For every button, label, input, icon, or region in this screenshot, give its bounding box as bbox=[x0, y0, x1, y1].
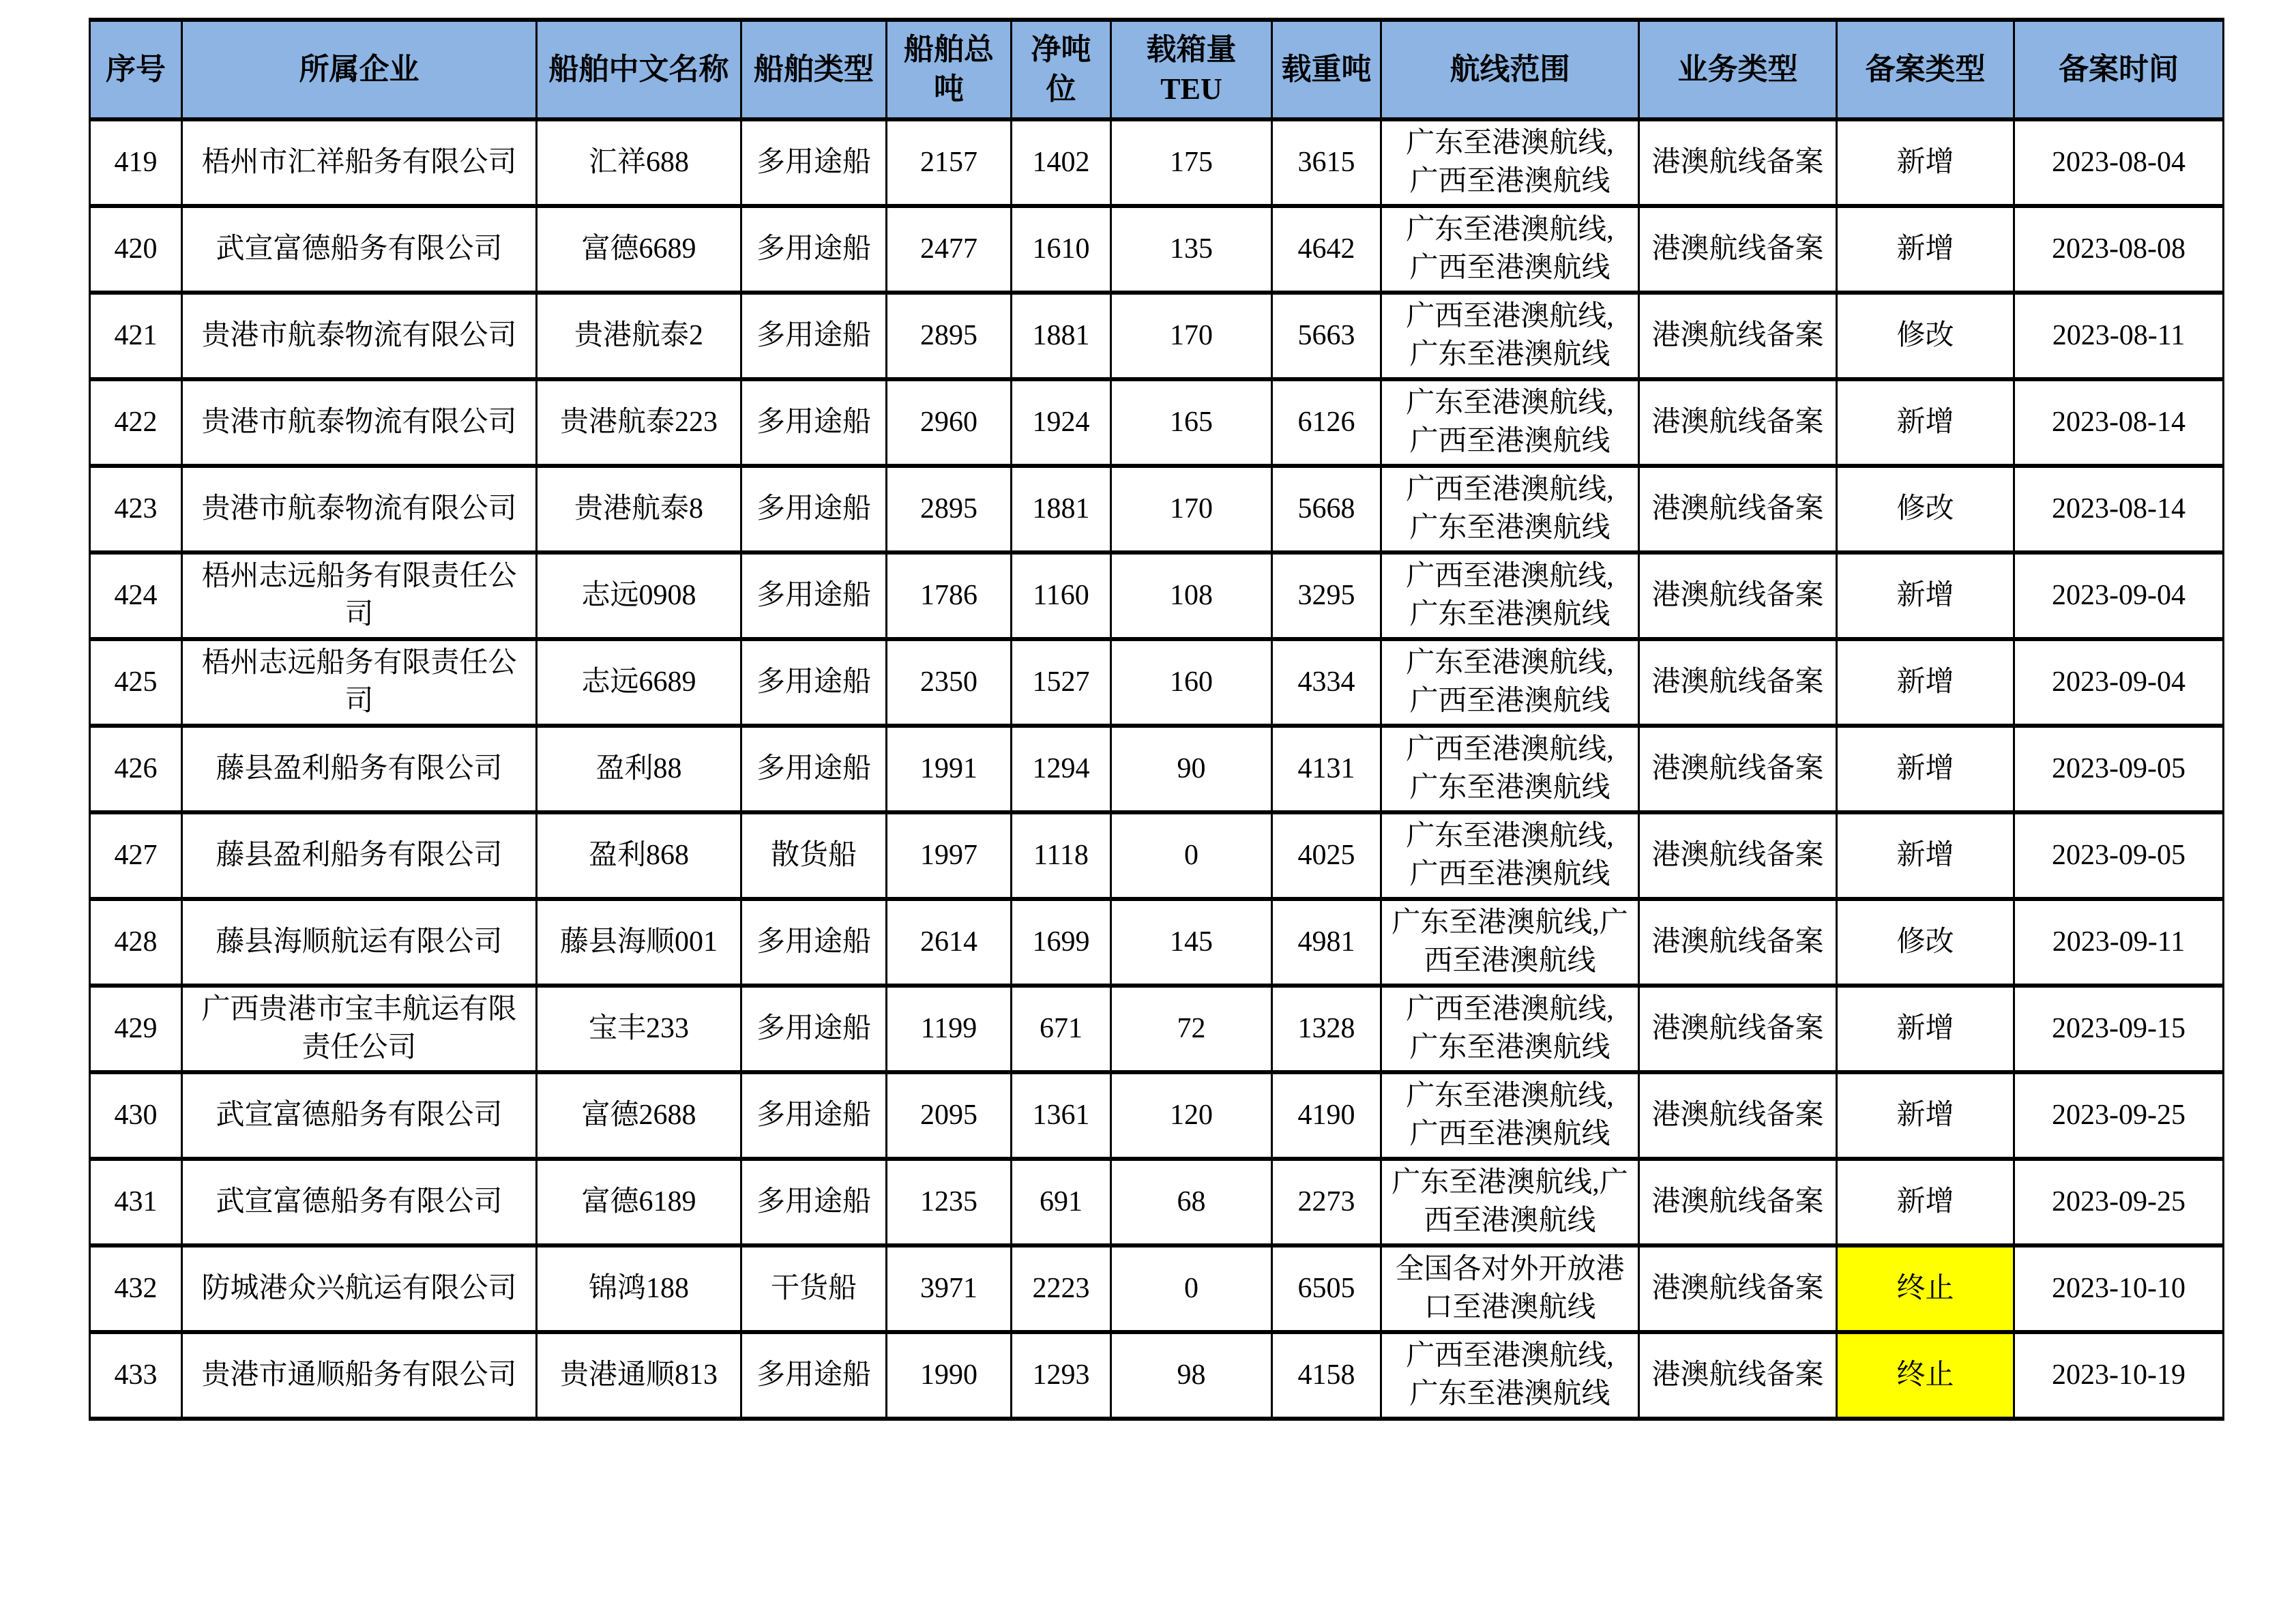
cell-filing_date: 2023-09-04 bbox=[2014, 639, 2224, 726]
cell-gross_tonnage: 2095 bbox=[887, 1072, 1012, 1159]
cell-teu: 170 bbox=[1111, 466, 1272, 552]
cell-net_tonnage: 1881 bbox=[1012, 293, 1111, 379]
header-cell-filing_type: 备案类型 bbox=[1837, 20, 2014, 119]
cell-business_type: 港澳航线备案 bbox=[1639, 379, 1837, 466]
cell-company: 藤县盈利船务有限公司 bbox=[182, 726, 537, 812]
cell-gross_tonnage: 1990 bbox=[887, 1332, 1012, 1419]
cell-teu: 72 bbox=[1111, 986, 1272, 1072]
header-cell-route: 航线范围 bbox=[1381, 20, 1639, 119]
header-cell-business_type: 业务类型 bbox=[1639, 20, 1837, 119]
table-row bbox=[90, 119, 2224, 206]
cell-seq: 423 bbox=[90, 466, 182, 552]
table-row bbox=[90, 293, 2224, 379]
cell-filing_date: 2023-08-04 bbox=[2014, 119, 2224, 206]
cell-ship_type: 多用途船 bbox=[741, 1072, 887, 1159]
cell-filing_type: 修改 bbox=[1837, 899, 2014, 986]
cell-filing_type: 新增 bbox=[1837, 1159, 2014, 1245]
header-row bbox=[90, 20, 2224, 119]
ship-filing-table bbox=[89, 18, 2224, 1421]
cell-net_tonnage: 1527 bbox=[1012, 639, 1111, 726]
cell-filing_type: 新增 bbox=[1837, 639, 2014, 726]
cell-gross_tonnage: 1786 bbox=[887, 552, 1012, 639]
cell-business_type: 港澳航线备案 bbox=[1639, 986, 1837, 1072]
cell-seq: 425 bbox=[90, 639, 182, 726]
cell-teu: 108 bbox=[1111, 552, 1272, 639]
cell-business_type: 港澳航线备案 bbox=[1639, 1072, 1837, 1159]
header-cell-teu: 载箱量TEU bbox=[1111, 20, 1272, 119]
cell-business_type: 港澳航线备案 bbox=[1639, 639, 1837, 726]
cell-filing_date: 2023-10-10 bbox=[2014, 1245, 2224, 1332]
cell-deadweight: 4158 bbox=[1272, 1332, 1381, 1419]
header-cell-net_tonnage: 净吨位 bbox=[1012, 20, 1111, 119]
cell-deadweight: 4025 bbox=[1272, 812, 1381, 899]
cell-filing_date: 2023-08-08 bbox=[2014, 206, 2224, 293]
cell-ship_name: 富德6189 bbox=[537, 1159, 741, 1245]
cell-teu: 98 bbox=[1111, 1332, 1272, 1419]
cell-teu: 160 bbox=[1111, 639, 1272, 726]
cell-filing_type: 终止 bbox=[1837, 1245, 2014, 1332]
cell-business_type: 港澳航线备案 bbox=[1639, 1332, 1837, 1419]
cell-route: 广东至港澳航线,广 西至港澳航线 bbox=[1381, 1159, 1639, 1245]
cell-ship_name: 贵港航泰8 bbox=[537, 466, 741, 552]
cell-route: 广东至港澳航线,广 西至港澳航线 bbox=[1381, 899, 1639, 986]
cell-filing_type: 修改 bbox=[1837, 466, 2014, 552]
cell-net_tonnage: 1361 bbox=[1012, 1072, 1111, 1159]
cell-ship_name: 汇祥688 bbox=[537, 119, 741, 206]
cell-deadweight: 1328 bbox=[1272, 986, 1381, 1072]
cell-ship_type: 多用途船 bbox=[741, 552, 887, 639]
table-row bbox=[90, 1332, 2224, 1419]
cell-ship_name: 富德2688 bbox=[537, 1072, 741, 1159]
cell-business_type: 港澳航线备案 bbox=[1639, 466, 1837, 552]
cell-company: 武宣富德船务有限公司 bbox=[182, 206, 537, 293]
cell-ship_type: 多用途船 bbox=[741, 379, 887, 466]
cell-teu: 135 bbox=[1111, 206, 1272, 293]
cell-seq: 429 bbox=[90, 986, 182, 1072]
cell-deadweight: 4131 bbox=[1272, 726, 1381, 812]
cell-filing_type: 新增 bbox=[1837, 552, 2014, 639]
cell-gross_tonnage: 2350 bbox=[887, 639, 1012, 726]
cell-route: 广西至港澳航线, 广东至港澳航线 bbox=[1381, 726, 1639, 812]
table-row bbox=[90, 1072, 2224, 1159]
cell-gross_tonnage: 2157 bbox=[887, 119, 1012, 206]
cell-filing_date: 2023-10-19 bbox=[2014, 1332, 2224, 1419]
cell-deadweight: 4334 bbox=[1272, 639, 1381, 726]
cell-ship_type: 干货船 bbox=[741, 1245, 887, 1332]
cell-company: 梧州志远船务有限责任公 司 bbox=[182, 639, 537, 726]
cell-seq: 428 bbox=[90, 899, 182, 986]
cell-ship_name: 宝丰233 bbox=[537, 986, 741, 1072]
cell-filing_type: 新增 bbox=[1837, 812, 2014, 899]
cell-route: 全国各对外开放港 口至港澳航线 bbox=[1381, 1245, 1639, 1332]
cell-gross_tonnage: 2614 bbox=[887, 899, 1012, 986]
cell-company: 梧州市汇祥船务有限公司 bbox=[182, 119, 537, 206]
cell-seq: 421 bbox=[90, 293, 182, 379]
cell-gross_tonnage: 1199 bbox=[887, 986, 1012, 1072]
cell-company: 梧州志远船务有限责任公 司 bbox=[182, 552, 537, 639]
cell-filing_date: 2023-09-25 bbox=[2014, 1159, 2224, 1245]
cell-seq: 426 bbox=[90, 726, 182, 812]
cell-gross_tonnage: 1997 bbox=[887, 812, 1012, 899]
cell-gross_tonnage: 2895 bbox=[887, 293, 1012, 379]
cell-net_tonnage: 1160 bbox=[1012, 552, 1111, 639]
cell-company: 广西贵港市宝丰航运有限 责任公司 bbox=[182, 986, 537, 1072]
cell-route: 广东至港澳航线, 广西至港澳航线 bbox=[1381, 1072, 1639, 1159]
cell-business_type: 港澳航线备案 bbox=[1639, 726, 1837, 812]
cell-seq: 431 bbox=[90, 1159, 182, 1245]
cell-deadweight: 4642 bbox=[1272, 206, 1381, 293]
ship-filing-sheet bbox=[89, 18, 2224, 1421]
cell-teu: 175 bbox=[1111, 119, 1272, 206]
cell-company: 贵港市航泰物流有限公司 bbox=[182, 293, 537, 379]
cell-business_type: 港澳航线备案 bbox=[1639, 206, 1837, 293]
cell-route: 广东至港澳航线, 广西至港澳航线 bbox=[1381, 379, 1639, 466]
cell-net_tonnage: 1881 bbox=[1012, 466, 1111, 552]
cell-filing_type: 终止 bbox=[1837, 1332, 2014, 1419]
table-row bbox=[90, 639, 2224, 726]
cell-seq: 427 bbox=[90, 812, 182, 899]
cell-net_tonnage: 1924 bbox=[1012, 379, 1111, 466]
cell-filing_date: 2023-09-05 bbox=[2014, 726, 2224, 812]
table-row bbox=[90, 1245, 2224, 1332]
cell-business_type: 港澳航线备案 bbox=[1639, 899, 1837, 986]
header-cell-company: 所属企业 bbox=[182, 20, 537, 119]
cell-net_tonnage: 1402 bbox=[1012, 119, 1111, 206]
cell-filing_date: 2023-09-25 bbox=[2014, 1072, 2224, 1159]
cell-filing_date: 2023-08-11 bbox=[2014, 293, 2224, 379]
cell-filing_type: 修改 bbox=[1837, 293, 2014, 379]
cell-gross_tonnage: 1235 bbox=[887, 1159, 1012, 1245]
header-cell-ship_type: 船舶类型 bbox=[741, 20, 887, 119]
cell-company: 藤县海顺航运有限公司 bbox=[182, 899, 537, 986]
cell-seq: 419 bbox=[90, 119, 182, 206]
cell-filing_type: 新增 bbox=[1837, 119, 2014, 206]
cell-route: 广西至港澳航线, 广东至港澳航线 bbox=[1381, 1332, 1639, 1419]
cell-seq: 422 bbox=[90, 379, 182, 466]
cell-ship_name: 志远0908 bbox=[537, 552, 741, 639]
cell-ship_name: 盈利88 bbox=[537, 726, 741, 812]
cell-net_tonnage: 1118 bbox=[1012, 812, 1111, 899]
cell-net_tonnage: 1699 bbox=[1012, 899, 1111, 986]
cell-filing_type: 新增 bbox=[1837, 726, 2014, 812]
cell-gross_tonnage: 2895 bbox=[887, 466, 1012, 552]
cell-route: 广西至港澳航线, 广东至港澳航线 bbox=[1381, 552, 1639, 639]
header-cell-seq: 序号 bbox=[90, 20, 182, 119]
cell-deadweight: 6126 bbox=[1272, 379, 1381, 466]
cell-company: 贵港市航泰物流有限公司 bbox=[182, 379, 537, 466]
cell-gross_tonnage: 2960 bbox=[887, 379, 1012, 466]
cell-company: 藤县盈利船务有限公司 bbox=[182, 812, 537, 899]
cell-teu: 145 bbox=[1111, 899, 1272, 986]
cell-net_tonnage: 671 bbox=[1012, 986, 1111, 1072]
cell-seq: 432 bbox=[90, 1245, 182, 1332]
cell-deadweight: 5668 bbox=[1272, 466, 1381, 552]
cell-ship_name: 藤县海顺001 bbox=[537, 899, 741, 986]
table-row bbox=[90, 899, 2224, 986]
cell-route: 广东至港澳航线, 广西至港澳航线 bbox=[1381, 639, 1639, 726]
cell-business_type: 港澳航线备案 bbox=[1639, 812, 1837, 899]
cell-route: 广西至港澳航线, 广东至港澳航线 bbox=[1381, 986, 1639, 1072]
cell-filing_type: 新增 bbox=[1837, 986, 2014, 1072]
cell-ship_name: 志远6689 bbox=[537, 639, 741, 726]
cell-net_tonnage: 1610 bbox=[1012, 206, 1111, 293]
cell-net_tonnage: 1293 bbox=[1012, 1332, 1111, 1419]
cell-company: 武宣富德船务有限公司 bbox=[182, 1159, 537, 1245]
table-row bbox=[90, 379, 2224, 466]
cell-ship_name: 贵港航泰2 bbox=[537, 293, 741, 379]
cell-net_tonnage: 1294 bbox=[1012, 726, 1111, 812]
table-row bbox=[90, 206, 2224, 293]
cell-route: 广西至港澳航线, 广东至港澳航线 bbox=[1381, 293, 1639, 379]
table-body bbox=[90, 119, 2224, 1419]
cell-filing_date: 2023-09-15 bbox=[2014, 986, 2224, 1072]
cell-route: 广东至港澳航线, 广西至港澳航线 bbox=[1381, 206, 1639, 293]
cell-ship_type: 多用途船 bbox=[741, 899, 887, 986]
table-row bbox=[90, 466, 2224, 552]
header-cell-deadweight: 载重吨 bbox=[1272, 20, 1381, 119]
header-cell-filing_date: 备案时间 bbox=[2014, 20, 2224, 119]
cell-ship_type: 多用途船 bbox=[741, 726, 887, 812]
cell-ship_type: 多用途船 bbox=[741, 1159, 887, 1245]
cell-company: 贵港市通顺船务有限公司 bbox=[182, 1332, 537, 1419]
cell-business_type: 港澳航线备案 bbox=[1639, 552, 1837, 639]
cell-route: 广东至港澳航线, 广西至港澳航线 bbox=[1381, 119, 1639, 206]
cell-deadweight: 3295 bbox=[1272, 552, 1381, 639]
cell-business_type: 港澳航线备案 bbox=[1639, 1159, 1837, 1245]
cell-teu: 170 bbox=[1111, 293, 1272, 379]
cell-teu: 0 bbox=[1111, 1245, 1272, 1332]
cell-ship_type: 多用途船 bbox=[741, 206, 887, 293]
cell-teu: 68 bbox=[1111, 1159, 1272, 1245]
cell-route: 广东至港澳航线, 广西至港澳航线 bbox=[1381, 812, 1639, 899]
cell-filing_type: 新增 bbox=[1837, 1072, 2014, 1159]
cell-seq: 424 bbox=[90, 552, 182, 639]
cell-deadweight: 2273 bbox=[1272, 1159, 1381, 1245]
cell-ship_type: 多用途船 bbox=[741, 1332, 887, 1419]
cell-teu: 0 bbox=[1111, 812, 1272, 899]
cell-ship_name: 贵港通顺813 bbox=[537, 1332, 741, 1419]
cell-deadweight: 4190 bbox=[1272, 1072, 1381, 1159]
cell-filing_date: 2023-08-14 bbox=[2014, 379, 2224, 466]
cell-ship_type: 多用途船 bbox=[741, 639, 887, 726]
cell-ship_name: 富德6689 bbox=[537, 206, 741, 293]
cell-net_tonnage: 691 bbox=[1012, 1159, 1111, 1245]
table-row bbox=[90, 812, 2224, 899]
cell-ship_name: 贵港航泰223 bbox=[537, 379, 741, 466]
cell-deadweight: 5663 bbox=[1272, 293, 1381, 379]
cell-deadweight: 4981 bbox=[1272, 899, 1381, 986]
cell-filing_type: 新增 bbox=[1837, 206, 2014, 293]
table-row bbox=[90, 986, 2224, 1072]
header-cell-ship_name: 船舶中文名称 bbox=[537, 20, 741, 119]
cell-company: 武宣富德船务有限公司 bbox=[182, 1072, 537, 1159]
cell-filing_date: 2023-09-11 bbox=[2014, 899, 2224, 986]
cell-ship_type: 多用途船 bbox=[741, 986, 887, 1072]
cell-ship_type: 散货船 bbox=[741, 812, 887, 899]
cell-net_tonnage: 2223 bbox=[1012, 1245, 1111, 1332]
header-cell-gross_tonnage: 船舶总吨 bbox=[887, 20, 1012, 119]
cell-deadweight: 6505 bbox=[1272, 1245, 1381, 1332]
table-row bbox=[90, 1159, 2224, 1245]
cell-gross_tonnage: 1991 bbox=[887, 726, 1012, 812]
cell-teu: 120 bbox=[1111, 1072, 1272, 1159]
cell-filing_type: 新增 bbox=[1837, 379, 2014, 466]
cell-company: 防城港众兴航运有限公司 bbox=[182, 1245, 537, 1332]
cell-deadweight: 3615 bbox=[1272, 119, 1381, 206]
cell-ship_name: 盈利868 bbox=[537, 812, 741, 899]
cell-business_type: 港澳航线备案 bbox=[1639, 1245, 1837, 1332]
cell-gross_tonnage: 3971 bbox=[887, 1245, 1012, 1332]
cell-seq: 430 bbox=[90, 1072, 182, 1159]
cell-business_type: 港澳航线备案 bbox=[1639, 119, 1837, 206]
cell-business_type: 港澳航线备案 bbox=[1639, 293, 1837, 379]
cell-filing_date: 2023-09-05 bbox=[2014, 812, 2224, 899]
cell-company: 贵港市航泰物流有限公司 bbox=[182, 466, 537, 552]
cell-ship_type: 多用途船 bbox=[741, 293, 887, 379]
table-row bbox=[90, 552, 2224, 639]
cell-gross_tonnage: 2477 bbox=[887, 206, 1012, 293]
cell-teu: 165 bbox=[1111, 379, 1272, 466]
table-row bbox=[90, 726, 2224, 812]
cell-teu: 90 bbox=[1111, 726, 1272, 812]
cell-route: 广西至港澳航线, 广东至港澳航线 bbox=[1381, 466, 1639, 552]
cell-seq: 420 bbox=[90, 206, 182, 293]
cell-ship_type: 多用途船 bbox=[741, 119, 887, 206]
cell-filing_date: 2023-08-14 bbox=[2014, 466, 2224, 552]
cell-filing_date: 2023-09-04 bbox=[2014, 552, 2224, 639]
cell-seq: 433 bbox=[90, 1332, 182, 1419]
cell-ship_type: 多用途船 bbox=[741, 466, 887, 552]
cell-ship_name: 锦鸿188 bbox=[537, 1245, 741, 1332]
